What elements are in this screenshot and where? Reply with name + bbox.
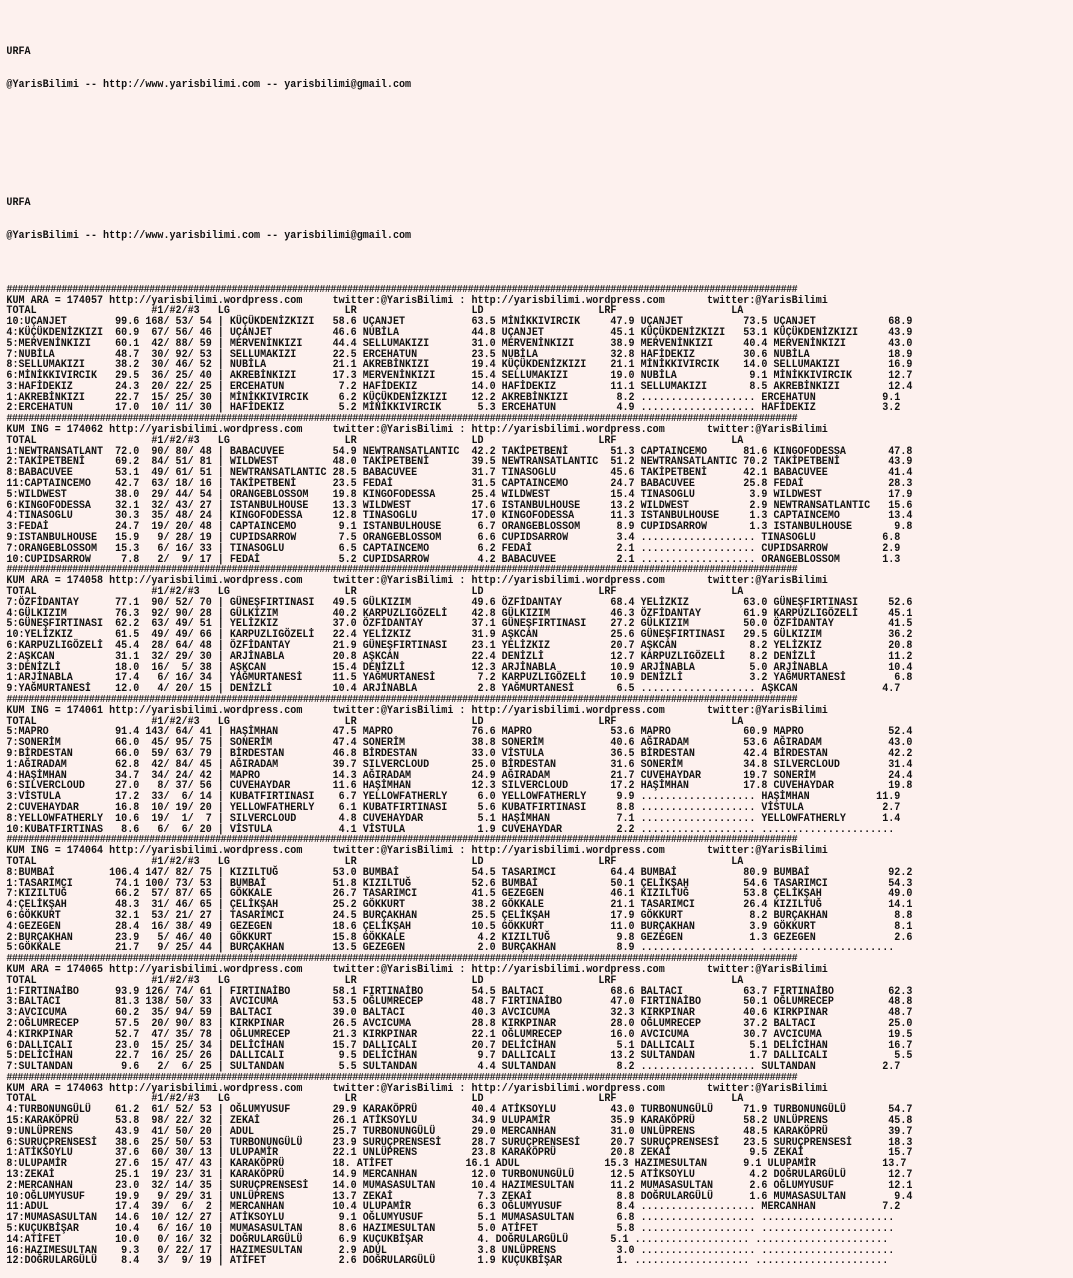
race-row: 2:AŞKCAN 31.1 32/ 29/ 30 | ARJİNABLA 20.8 AŞKCAN 22.4 DENİZLİ 12.7 KARPUZLIGÖZELİ 8.2 DENİZLİ 11.2	[6, 650, 913, 663]
race-row: 9:YAĞMURTANESİ 12.0 4/ 20/ 15 | DENİZLİ 10.4 ARJİNABLA 2.8 YAĞMURTANESİ 6.5 ................... AŞKCAN 4.7	[6, 683, 901, 696]
race-row: 10:CUPIDSARROW 7.8 2/ 9/ 17 | FEDAİ 5.2 CUPIDSARROW 4.2 BABACUVEE 2.1 ................... ORANGEBLOSSOM 1.3	[6, 553, 901, 566]
race-block	[6, 846, 981, 954]
race-row: 2:ERCEHATUN 17.0 10/ 11/ 30 | HAFİDEKIZ 5.2 MİNİKKIVIRCIK 5.3 ERCEHATUN 4.9 ................... HAFİDEKIZ 3.2	[6, 402, 901, 415]
race-row: 3:HAFİDEKIZ 24.3 20/ 22/ 25 | ERCEHATUN 7.2 HAFİDEKIZ 14.0 HAFİDEKIZ 11.1 SELLUMAKIZI 8.5 AKREBİNKIZI 12.4	[6, 380, 913, 393]
race-title-line: KUM ING = 174062 http://yarisbilimi.wordpress.com twitter:@YarisBilimi : http://yarisbilimi.wordpress.com twitter:@YarisBilimi	[6, 424, 828, 437]
race-row: 10:YELİZKIZ 61.5 49/ 49/ 66 | KARPUZLIGÖZELİ 22.4 YELİZKIZ 31.9 AŞKCAN 25.6 GÜNEŞFIRTINASI 29.5 GÜLKIZIM 36.2	[6, 629, 913, 642]
race-row: 6:KARPUZLIGÖZELİ 45.4 28/ 64/ 48 | ÖZFİDANTAY 21.9 GÜNEŞFIRTINASI 23.1 YELİZKIZ 20.7 AŞKCAN 8.2 YELİZKIZ 20.8	[6, 640, 913, 653]
race-title-line: KUM ARA = 174063 http://yarisbilimi.wordpress.com twitter:@YarisBilimi : http://yarisbilimi.wordpress.com twitter:@YarisBilimi	[6, 1082, 828, 1095]
race-title-line: KUM ING = 174064 http://yarisbilimi.wordpress.com twitter:@YarisBilimi : http://yarisbilimi.wordpress.com twitter:@YarisBilimi	[6, 845, 828, 858]
race-row: 3:DENİZLİ 18.0 16/ 5/ 38 | AŞKCAN 15.4 DENİZLİ 12.3 ARJİNABLA 10.9 ARJİNABLA 5.0 ARJİNABLA 10.4	[6, 661, 913, 674]
separator-line: ################################################################################################################################################	[6, 284, 798, 296]
race-row: 5:GÖKKALE 21.7 9/ 25/ 44 | BURÇAKHAN 13.5 GEZEGEN 2.0 BURÇAKHAN 8.9 ................... ......................	[6, 942, 895, 955]
race-row: 1:ARJİNABLA 17.4 6/ 16/ 34 | YAĞMURTANESİ 11.5 YAĞMURTANESİ 7.2 KARPUZLIGÖZELİ 10.9 DENİZLİ 3.2 YAĞMURTANESİ 6.8	[6, 672, 913, 685]
column-header-line: TOTAL #1/#2/#3 LG LR LD LRF LA	[6, 1093, 744, 1106]
separator-line: ################################################################################################################################################	[6, 565, 798, 577]
race-row: 5:WILDWEST 38.0 29/ 44/ 54 | ORANGEBLOSSOM 19.8 KINGOFODESSA 25.4 WILDWEST 15.4 TINASOGLU 3.9 WILDWEST 17.9	[6, 488, 913, 501]
race-row: 4:TURBONUNGÜLÜ 61.2 61/ 52/ 53 | OĞLUMYUSUF 29.9 KARAKÖPRÜ 40.4 ATİKSOYLU 43.0 TURBONUNGÜLÜ 71.9 TURBONUNGÜLÜ 54.7	[6, 1104, 913, 1117]
race-title-line: KUM ARA = 174057 http://yarisbilimi.wordpress.com twitter:@YarisBilimi : http://yarisbilimi.wordpress.com twitter:@YarisBilimi	[6, 294, 828, 307]
race-row: 6:SILVERCLOUD 27.0 8/ 37/ 56 | CUVEHAYDAR 11.6 HAŞİMHAN 12.3 SILVERCLOUD 17.2 HAŞİMHAN 17.8 CUVEHAYDAR 19.8	[6, 780, 913, 793]
race-row: 6:DALLICALI 23.0 15/ 25/ 34 | DELİCİHAN 15.7 DALLICALI 20.7 DELİCİHAN 5.1 DALLICALI 5.1 DELİCİHAN 16.7	[6, 1039, 913, 1052]
column-header-line: TOTAL #1/#2/#3 LG LR LD LRF LA	[6, 715, 744, 728]
race-row: 1:FIRTINAİBO 93.9 126/ 74/ 61 | FIRTINAİBO 58.1 FIRTINAİBO 54.5 BALTACI 68.6 BALTACI 63.7 FIRTINAİBO 62.3	[6, 985, 913, 998]
column-header-line: TOTAL #1/#2/#3 LG LR LD LRF LA	[6, 305, 744, 318]
race-row: 7:NUBİLA 48.7 30/ 92/ 53 | SELLUMAKIZI 22.5 ERCEHATUN 23.5 NUBİLA 32.8 HAFİDEKIZ 30.6 NUBİLA 18.9	[6, 348, 913, 361]
race-row: 16:HAZIMESULTAN 9.3 0/ 22/ 17 | HAZIMESULTAN 2.9 ADUL 3.8 UNLÜPRENS 3.0 ................... ......................	[6, 1244, 895, 1257]
separator-line: ################################################################################################################################################	[6, 1072, 798, 1084]
race-row: 4:GEZEGEN 28.4 16/ 38/ 49 | GEZEGEN 18.6 ÇELİKŞAH 10.5 GÖKKURT 11.0 BURÇAKHAN 3.9 GÖKKURT 8.1	[6, 920, 913, 933]
race-row: 3:VİSTULA 17.2 33/ 6/ 14 | KUBATFIRTINASI 6.7 YELLOWFATHERLY 6.0 YELLOWFATHERLY 9.9 ................... HAŞİMHAN 11.9	[6, 791, 901, 804]
race-block	[6, 425, 981, 565]
race-row: 10:OĞLUMYUSUF 19.9 9/ 29/ 31 | UNLÜPRENS 13.7 ZEKAİ 7.3 ZEKAİ 8.8 DOĞRULARGÜLÜ 1.6 MUMASASULTAN 9.4	[6, 1190, 913, 1203]
race-block	[6, 576, 981, 695]
race-row: 9:UNLÜPRENS 43.9 41/ 50/ 20 | ADUL 25.7 TURBONUNGÜLÜ 29.0 MERCANHAN 31.0 UNLÜPRENS 48.5 KARAKÖPRÜ 39.7	[6, 1125, 913, 1138]
race-row: 4:KIRKPINAR 52.7 47/ 35/ 78 | OĞLUMRECEP 21.3 KIRKPINAR 22.1 OĞLUMRECEP 16.0 AVCICUMA 30.7 AVCICUMA 19.5	[6, 1028, 913, 1041]
race-title-line: KUM ARA = 174058 http://yarisbilimi.wordpress.com twitter:@YarisBilimi : http://yarisbilimi.wordpress.com twitter:@YarisBilimi	[6, 575, 828, 588]
report-header-1	[6, 26, 981, 112]
report-header-2	[6, 177, 981, 263]
race-row: 12:DOĞRULARGÜLÜ 8.4 3/ 9/ 19 | ATİFET 2.6 DOĞRULARGÜLÜ 1.9 KUÇUKBİŞAR 1. ................... ......................	[6, 1255, 889, 1268]
race-row: 1:AKREBİNKIZI 22.7 15/ 25/ 30 | MİNİKKIVIRCIK 6.2 KÜÇÜKDENİZKIZI 12.2 AKREBİNKIZI 8.2 ................... ERCEHATUN 9.1	[6, 391, 901, 404]
race-row: 6:MİNİKKIVIRCIK 29.5 36/ 25/ 40 | AKREBİNKIZI 17.3 MERVENİNKIZI 15.4 SELLUMAKIZI 19.0 NUBİLA 9.1 MİNİKKIVIRCIK 12.7	[6, 370, 913, 383]
race-row: 9:BİRDESTAN 66.0 59/ 63/ 79 | BİRDESTAN 46.8 BİRDESTAN 33.0 VİSTULA 36.5 BİRDESTAN 42.4 BİRDESTAN 42.2	[6, 747, 913, 760]
city-title: URFA	[6, 197, 31, 210]
race-row: 5:DELİCİHAN 22.7 16/ 25/ 26 | DALLICALI 9.5 DELİCİHAN 9.7 DALLICALI 13.2 SULTANDAN 1.7 DALLICALI 5.5	[6, 1050, 913, 1063]
race-row: 6:KINGOFODESSA 32.1 32/ 43/ 27 | ISTANBULHOUSE 13.3 WILDWEST 17.6 ISTANBULHOUSE 13.2 WILDWEST 2.9 NEWTRANSATLANTIC 15.6	[6, 499, 913, 512]
race-block	[6, 1084, 981, 1268]
race-row: 4:HAŞİMHAN 34.7 34/ 24/ 42 | MAPRO 14.3 AĞIRADAM 24.9 AĞIRADAM 21.7 CUVEHAYDAR 19.7 SONERİM 24.4	[6, 769, 913, 782]
column-header-line: TOTAL #1/#2/#3 LG LR LD LRF LA	[6, 434, 744, 447]
race-row: 1:AĞIRADAM 62.8 42/ 84/ 45 | AĞIRADAM 39.7 SILVERCLOUD 25.0 BİRDESTAN 31.6 SONERİM 34.8 SILVERCLOUD 31.4	[6, 758, 913, 771]
race-title-line: KUM ARA = 174065 http://yarisbilimi.wordpress.com twitter:@YarisBilimi : http://yarisbilimi.wordpress.com twitter:@YarisBilimi	[6, 963, 828, 976]
race-row: 1:TASARIMCI 74.1 100/ 73/ 53 | BUMBAİ 51.8 KIZILTUĞ 52.6 BUMBAİ 50.1 ÇELİKŞAH 54.6 TASARIMCI 54.3	[6, 877, 913, 890]
race-title-line: KUM ING = 174061 http://yarisbilimi.wordpress.com twitter:@YarisBilimi : http://yarisbilimi.wordpress.com twitter:@YarisBilimi	[6, 704, 828, 717]
race-row: 17:MUMASASULTAN 14.6 10/ 12/ 27 | ATİKSOYLU 9.1 OĞLUMYUSUF 5.1 MUMASASULTAN 6.8 ................... ......................	[6, 1212, 895, 1225]
race-row: 2:MERCANHAN 23.0 32/ 14/ 35 | SURUÇPRENSESİ 14.0 MUMASASULTAN 10.4 HAZIMESULTAN 11.2 MUMASASULTAN 2.6 OĞLUMYUSUF 12.1	[6, 1179, 913, 1192]
race-row: 4:ÇELİKŞAH 48.3 31/ 46/ 65 | ÇELİKŞAH 25.2 GÖKKURT 38.2 GÖKKALE 21.1 TASARIMCI 26.4 KIZILTUĞ 14.1	[6, 899, 913, 912]
race-row: 8:BABACUVEE 53.1 49/ 61/ 51 | NEWTRANSATLANTIC 28.5 BABACUVEE 31.7 TINASOGLU 45.6 TAKİPETBENİ 42.1 BABACUVEE 41.4	[6, 467, 913, 480]
race-row: 8:YELLOWFATHERLY 10.6 19/ 1/ 7 | SILVERCLOUD 4.8 CUVEHAYDAR 5.1 HAŞİMHAN 7.1 ................... YELLOWFATHERLY 1.4	[6, 812, 901, 825]
separator-line: ################################################################################################################################################	[6, 954, 798, 965]
race-row: 13:ZEKAİ 25.1 19/ 23/ 31 | KARAKÖPRÜ 14.9 MERCANHAN 12.0 TURBONUNGÜLÜ 12.5 ATİKSOYLU 4.2 DOĞRULARGÜLÜ 12.7	[6, 1169, 913, 1182]
race-row: 2:OĞLUMRECEP 57.5 20/ 90/ 83 | KIRKPINAR 26.5 AVCICUMA 28.8 KIRKPINAR 28.0 OĞLUMRECEP 37.2 BALTACI 25.0	[6, 1017, 913, 1030]
race-row: 3:BALTACI 81.3 138/ 50/ 33 | AVCICUMA 53.5 OĞLUMRECEP 48.7 FIRTINAİBO 47.0 FIRTINAİBO 50.1 OĞLUMRECEP 48.8	[6, 996, 913, 1009]
race-row: 11:CAPTAINCEMO 42.7 63/ 18/ 16 | TAKİPETBENİ 23.5 FEDAİ 31.5 CAPTAINCEMO 24.7 BABACUVEE 25.8 FEDAİ 28.3	[6, 478, 913, 491]
race-row: 5:KUÇUKBİŞAR 10.4 6/ 16/ 10 | MUMASASULTAN 8.6 HAZIMESULTAN 5.0 ATİFET 5.8 ................... ......................	[6, 1223, 895, 1236]
race-block	[6, 706, 981, 836]
race-row: 7:SONERİM 66.0 45/ 95/ 75 | SONERİM 47.4 SONERİM 38.8 SONERİM 40.6 AĞIRADAM 53.6 AĞIRADAM 43.0	[6, 737, 913, 750]
race-row: 3:FEDAİ 24.7 19/ 20/ 48 | CAPTAINCEMO 9.1 ISTANBULHOUSE 6.7 ORANGEBLOSSOM 8.9 CUPIDSARROW 1.3 ISTANBULHOUSE 9.8	[6, 521, 913, 534]
column-header-line: TOTAL #1/#2/#3 LG LR LD LRF LA	[6, 855, 744, 868]
race-row: 4:GÜLKIZIM 76.3 92/ 90/ 28 | GÜLKIZIM 40.2 KARPUZLIGÖZELİ 42.8 GÜLKIZIM 46.3 ÖZFİDANTAY 61.9 KARPUZLIGÖZELİ 45.1	[6, 607, 913, 620]
race-row: 6:GÖKKURT 32.1 53/ 21/ 27 | TASARIMCI 24.5 BURÇAKHAN 25.5 ÇELİKŞAH 17.9 GÖKKURT 8.2 BURÇAKHAN 8.8	[6, 909, 913, 922]
race-row: 14:ATİFET 10.0 0/ 16/ 32 | DOĞRULARGÜLÜ 6.9 KUÇUKBİŞAR 4. DOĞRULARGÜLÜ 5.1 ................... ......................	[6, 1233, 889, 1246]
race-row: 5:MERVENİNKIZI 60.1 42/ 88/ 59 | MERVENİNKIZI 44.4 SELLUMAKIZI 31.0 MERVENİNKIZI 38.9 MERVENİNKIZI 40.4 MERVENİNKIZI 43.0	[6, 337, 913, 350]
spacer	[6, 134, 981, 156]
race-row: 3:AVCICUMA 60.2 35/ 94/ 59 | BALTACI 39.0 BALTACI 40.3 AVCICUMA 32.3 KIRKPINAR 40.6 KIRKPINAR 48.7	[6, 1007, 913, 1020]
race-row: 15:KARAKÖPRÜ 53.8 98/ 22/ 32 | ZEKAİ 26.1 ATİKSOYLU 34.9 ULUPAMİR 35.9 KARAKÖPRÜ 58.2 UNLÜPRENS 45.8	[6, 1115, 913, 1128]
race-block	[6, 965, 981, 1073]
race-row: 10:KUBATFIRTINAS 8.6 6/ 6/ 20 | VİSTULA 4.1 VİSTULA 1.9 CUVEHAYDAR 2.2 ................... ......................	[6, 823, 895, 836]
race-row: 4:KÜÇÜKDENİZKIZI 60.9 67/ 56/ 46 | UÇANJET 46.6 NUBİLA 44.8 UÇANJET 45.1 KÜÇÜKDENİZKIZI 53.1 KÜÇÜKDENİZKIZI 43.9	[6, 326, 913, 339]
race-row: 8:BUMBAİ 106.4 147/ 82/ 75 | KIZILTUĞ 53.0 BUMBAİ 54.5 TASARIMCI 64.4 BUMBAİ 80.9 BUMBAİ 92.2	[6, 866, 913, 879]
race-row: 7:KIZILTUĞ 66.2 57/ 87/ 65 | GÖKKALE 26.7 TASARIMCI 41.5 GEZEGEN 46.1 KIZILTUĞ 53.8 ÇELİKŞAH 49.0	[6, 888, 913, 901]
race-row: 7:ÖZFİDANTAY 77.1 90/ 52/ 70 | GÜNEŞFIRTINASI 49.5 GÜLKIZIM 49.6 ÖZFİDANTAY 68.4 YELİZKIZ 63.0 GÜNEŞFIRTINASI 52.6	[6, 596, 913, 609]
separator-line: ################################################################################################################################################	[6, 414, 798, 426]
race-row: 5:MAPRO 91.4 143/ 64/ 41 | HAŞİMHAN 47.5 MAPRO 76.6 MAPRO 53.6 MAPRO 60.9 MAPRO 52.4	[6, 726, 913, 739]
race-row: 8:SELLUMAKIZI 38.2 30/ 46/ 52 | NUBİLA 21.1 AKREBİNKIZI 19.4 KÜÇÜKDENİZKIZI 21.1 MİNİKKIVIRCIK 14.0 SELLUMAKIZI 16.9	[6, 359, 913, 372]
race-row: 11:ADUL 17.4 39/ 6/ 2 | MERCANHAN 10.4 ULUPAMİR 6.3 OĞLUMYUSUF 8.4 ................... MERCANHAN 7.2	[6, 1201, 901, 1214]
race-row: 7:SULTANDAN 9.6 2/ 6/ 25 | SULTANDAN 5.5 SULTANDAN 4.4 SULTANDAN 8.2 ................... SULTANDAN 2.7	[6, 1061, 901, 1074]
race-block	[6, 296, 981, 415]
race-row: 10:UÇANJET 99.6 168/ 53/ 54 | KÜÇÜKDENİZKIZI 58.6 UÇANJET 63.5 MİNİKKIVIRCIK 47.9 UÇANJET 73.5 UÇANJET 68.9	[6, 316, 913, 329]
race-row: 4:TINASOGLU 30.3 35/ 48/ 24 | KINGOFODESSA 12.8 TINASOGLU 17.0 KINGOFODESSA 11.3 ISTANBULHOUSE 1.3 CAPTAINCEMO 13.4	[6, 510, 913, 523]
separator-line: ################################################################################################################################################	[6, 695, 798, 706]
contact-line: @YarisBilimi -- http://www.yarisbilimi.com -- yarisbilimi@gmail.com	[6, 229, 412, 242]
separator-line: ################################################################################################################################################	[6, 835, 798, 847]
contact-line: @YarisBilimi -- http://www.yarisbilimi.com -- yarisbilimi@gmail.com	[6, 78, 412, 91]
race-row: 7:ORANGEBLOSSOM 15.3 6/ 16/ 33 | TINASOGLU 6.5 CAPTAINCEMO 6.2 FEDAİ 2.1 ................... CUPIDSARROW 2.9	[6, 542, 901, 555]
race-row: 2:TAKİPETBENİ 69.2 84/ 51/ 81 | WILDWEST 48.0 TAKİPETBENİ 39.5 NEWTRANSATLANTIC 51.2 NEWTRANSATLANTIC 70.2 TAKİPETBENİ 43.9	[6, 456, 913, 469]
race-row: 2:CUVEHAYDAR 16.8 10/ 19/ 20 | YELLOWFATHERLY 6.1 KUBATFIRTINASI 5.6 KUBATFIRTINASI 8.8 ................... VİSTULA 2.7	[6, 801, 901, 814]
race-row: 1:NEWTRANSATLANT 72.0 90/ 80/ 48 | BABACUVEE 54.9 NEWTRANSATLANTIC 42.2 TAKİPETBENİ 51.3 CAPTAINCEMO 81.6 KINGOFODESSA 47.8	[6, 445, 913, 458]
race-row: 9:ISTANBULHOUSE 15.9 9/ 28/ 19 | CUPIDSARROW 7.5 ORANGEBLOSSOM 6.6 CUPIDSARROW 3.4 ................... TINASOGLU 6.8	[6, 532, 901, 545]
city-title: URFA	[6, 46, 31, 59]
race-row: 1:ATİKSOYLU 37.6 60/ 30/ 13 | ULUPAMİR 22.1 UNLÜPRENS 23.8 KARAKÖPRÜ 20.8 ZEKAİ 9.5 ZEKAİ 15.7	[6, 1147, 913, 1160]
race-row: 2:BURÇAKHAN 23.9 5/ 46/ 40 | GÖKKURT 15.8 GÖKKALE 4.2 KIZILTUĞ 9.8 GEZEGEN 1.3 GEZEGEN 2.6	[6, 931, 913, 944]
column-header-line: TOTAL #1/#2/#3 LG LR LD LRF LA	[6, 586, 744, 599]
race-row: 6:SURUÇPRENSESİ 38.6 25/ 50/ 53 | TURBONUNGÜLÜ 23.9 SURUÇPRENSESİ 28.7 SURUÇPRENSESİ 20.7 SURUÇPRENSESİ 23.5 SURUÇPRENSESİ 18.3	[6, 1136, 913, 1149]
race-tables	[6, 285, 981, 1268]
race-row: 8:ULUPAMİR 27.6 15/ 47/ 43 | KARAKÖPRÜ 18. ATİFET 16.1 ADUL 15.3 HAZIMESULTAN 9.1 ULUPAMİR 13.7	[6, 1158, 907, 1171]
race-row: 5:GÜNEŞFIRTINASI 62.2 63/ 49/ 51 | YELİZKIZ 37.0 ÖZFİDANTAY 37.1 GÜNEŞFIRTINASI 27.2 GÜLKIZIM 50.0 ÖZFİDANTAY 41.5	[6, 618, 913, 631]
column-header-line: TOTAL #1/#2/#3 LG LR LD LRF LA	[6, 974, 744, 987]
